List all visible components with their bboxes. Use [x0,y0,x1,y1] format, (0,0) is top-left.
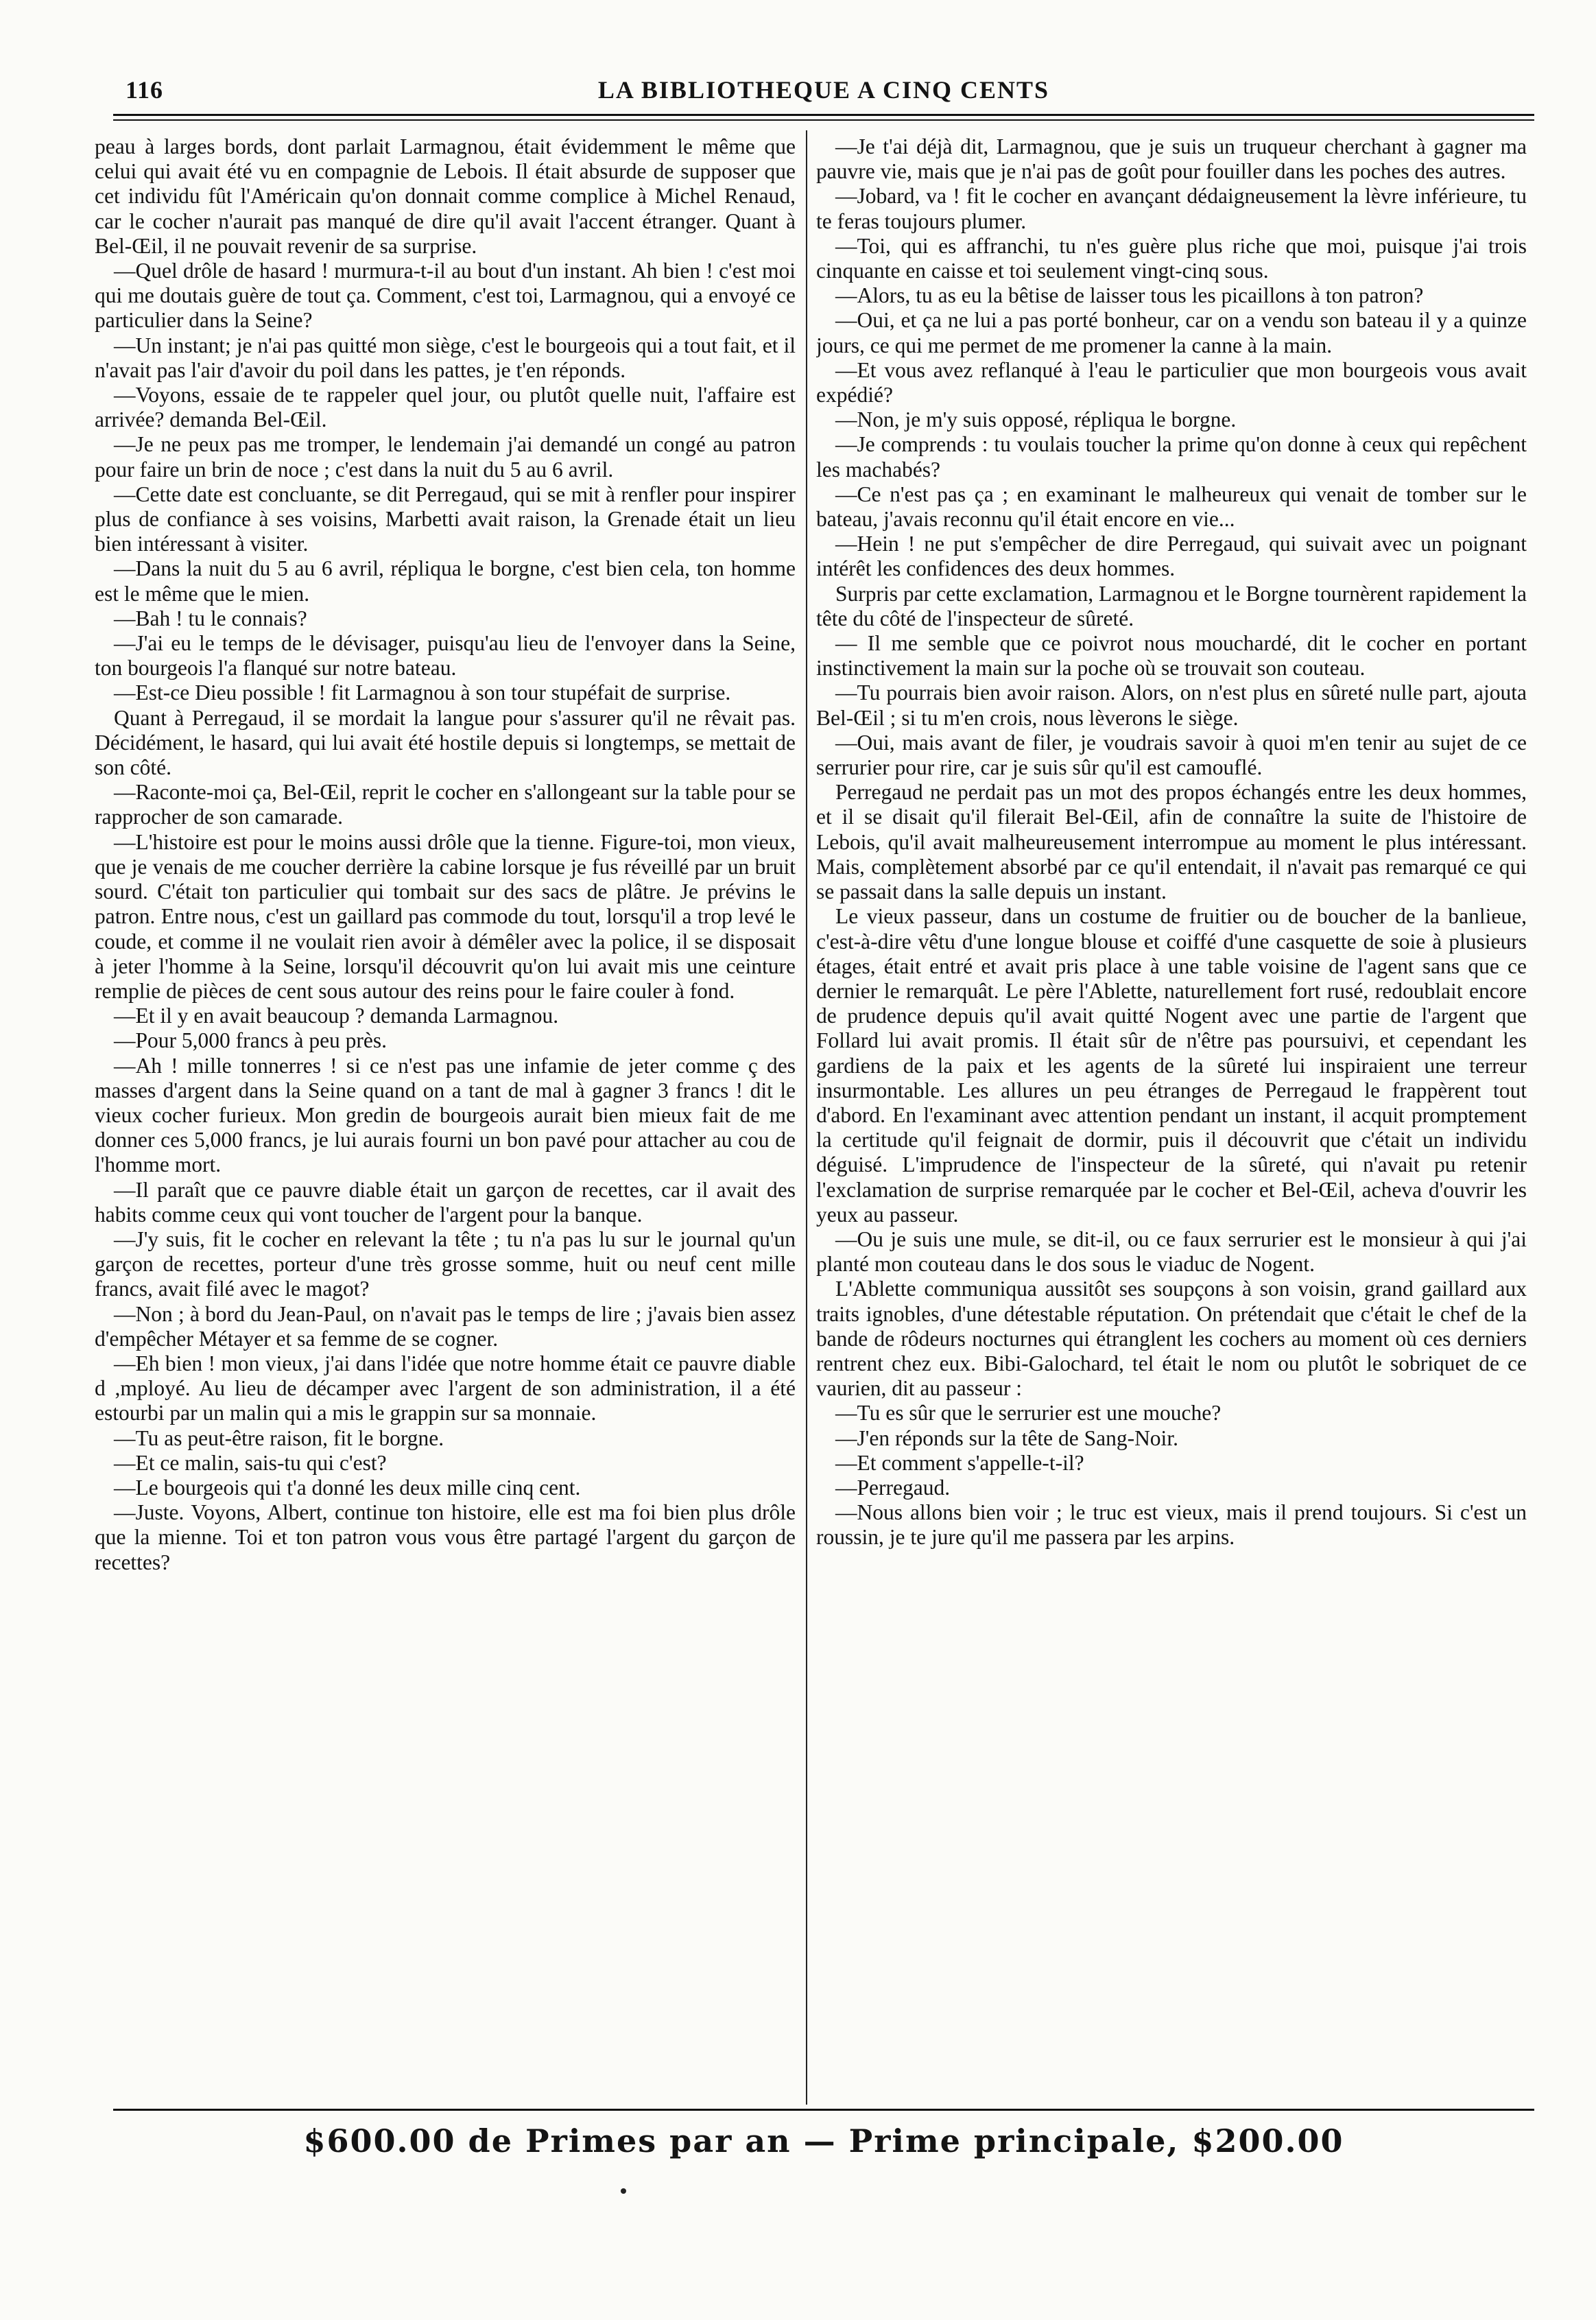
page-header [113,74,1534,110]
paragraph: —Et comment s'appelle-t-il? [835,1450,1084,1475]
paragraph: Surpris par cette exclamation, Larmagnou et le Borgne tournèrent rapidement la tête du côté de l'inspecteur de sûreté. [816,581,1527,630]
paragraph: —Raconte-moi ça, Bel-Œil, reprit le cocher en s'allongeant sur la table pour se rapprocher de son camarade. [95,780,796,829]
paragraph: —Je t'ai déjà dit, Larmagnou, que je suis un truqueur cherchant à gagner ma pauvre vie, mais que je n'ai pas de goût pour fouiller dans les poches des autres. [816,134,1527,184]
paragraph: —Ce n'est pas ça ; en examinant le malheureux qui venait de tomber sur le bateau, j'avais reconnu qu'il était encore en vie... [816,482,1527,532]
paragraph: —Le bourgeois qui t'a donné les deux mille cinq cent. [114,1475,581,1500]
paragraph: —Je ne peux pas me tromper, le lendemain j'ai demandé un congé au patron pour faire un brin de noce ; c'est dans la nuit du 5 au 6 avril. [95,432,796,482]
paragraph: Perregaud ne perdait pas un mot des propos échangés entre les deux hommes, et il se disait qu'il filerait Bel-Œil, afin de connaître la suite de l'histoire de Lebois, qu'il avait malheureusement interrompue au moment le plus intéressant. Mais, complètement absorbé par ce qu'il entendait, il n'avait pas remarqué ce qui se passait dans la salle depuis un instant. [816,780,1527,904]
paragraph: —Bah ! tu le connais? [114,606,307,630]
paragraph: —J'y suis, fit le cocher en relevant la tête ; tu n'a pas lu sur le journal qu'un garçon de recettes, porteur d'une très grosse somme, huit ou neuf cent mille francs, avait filé avec le magot? [95,1227,796,1301]
paragraph: —Juste. Voyons, Albert, continue ton histoire, elle est ma foi bien plus drôle que la mienne. Toi et ton patron vous vous être partagé l'argent du garçon de recettes? [95,1500,796,1574]
paragraph: —Voyons, essaie de te rappeler quel jour, ou plutôt quelle nuit, l'affaire est arrivée? demanda Bel-Œil. [95,383,796,432]
paragraph: —Non ; à bord du Jean-Paul, on n'avait pas le temps de lire ; j'avais bien assez d'empêcher Métayer et sa femme de se cogner. [95,1301,796,1351]
page-number: 116 [126,76,164,104]
paragraph: —Est-ce Dieu possible ! fit Larmagnou à son tour stupéfait de surprise. [114,680,731,705]
left-column [95,134,796,2102]
paragraph: —Ou je suis une mule, se dit-il, ou ce faux serrurier est le monsieur à qui j'ai planté mon couteau dans le dos sous le viaduc de Nogent. [816,1227,1527,1277]
paragraph: —Dans la nuit du 5 au 6 avril, répliqua le borgne, c'est bien cela, ton homme est le même que le mien. [95,556,796,606]
paragraph: —Cette date est concluante, se dit Perregaud, qui se mit à renfler pour inspirer plus de confiance à ses voisins, Marbetti avait raison, la Grenade était un lieu bien intéressant à visiter. [95,482,796,556]
paragraph: —Toi, qui es affranchi, tu n'es guère plus riche que moi, puisque j'ai trois cinquante en caisse et toi seulement vingt-cinq sous. [816,233,1527,283]
paragraph: —Jobard, va ! fit le cocher en avançant dédaigneusement la lèvre inférieure, tu te feras toujours plumer. [816,184,1527,233]
paragraph: —Eh bien ! mon vieux, j'ai dans l'idée que notre homme était ce pauvre diable d ,mployé. Au lieu de décamper avec l'argent de son administration, il a été estourbi par un malin qui a mis le grappin sur sa monnaie. [95,1351,796,1425]
paragraph: peau à larges bords, dont parlait Larmagnou, était évidemment le même que celui qui avait été vu en compagnie de Lebois. Il était absurde de supposer que cet individu fût l'Américain qu'on donnait comme complice à Michel Renaud, car le cocher n'aurait pas manqué de dire qu'il avait l'accent étranger. Quant à Bel-Œil, il ne pouvait revenir de sa surprise. [95,134,796,258]
paragraph: —J'ai eu le temps de le dévisager, puisqu'au lieu de l'envoyer dans la Seine, ton bourgeois l'a flanqué sur notre bateau. [95,631,796,680]
paragraph: —Et vous avez reflanqué à l'eau le particulier que mon bourgeois vous avait expédié? [816,357,1527,407]
paragraph: —Ah ! mille tonnerres ! si ce n'est pas une infamie de jeter comme ç des masses d'argent dans la Seine quand on a tant de mal à gagner 3 francs ! dit le vieux cocher furieux. Mon gredin de bourgeois aurait bien mieux fait de me donner ces 5,000 francs, je lui aurais fourni un bon pavé pour attacher au cou de l'homme mort. [95,1053,796,1177]
column-divider [806,130,807,2105]
paragraph: —Alors, tu as eu la bêtise de laisser tous les picaillons à ton patron? [835,283,1424,308]
paragraph: —Tu as peut-être raison, fit le borgne. [114,1425,444,1450]
running-title: LA BIBLIOTHEQUE A CINQ CENTS [597,76,1050,104]
paragraph: —Un instant; je n'ai pas quitté mon siège, c'est le bourgeois qui a tout fait, et il n'avait pas l'air d'avoir du poil dans les pattes, je t'en réponds. [95,333,796,382]
footer-rule [113,2109,1534,2111]
header-rule-thin [113,119,1534,121]
paragraph: —Hein ! ne put s'empêcher de dire Perregaud, qui suivait avec un poignant intérêt les confidences des deux hommes. [816,532,1527,581]
paragraph: —Tu pourrais bien avoir raison. Alors, on n'est plus en sûreté nulle part, ajouta Bel-Œil ; si tu m'en crois, nous lèverons le siège. [816,680,1527,730]
page-mark [621,2188,626,2194]
paragraph: —Il paraît que ce pauvre diable était un garçon de recettes, car il avait des habits comme ceux qui vont toucher de l'argent pour la banque. [95,1177,796,1227]
header-rule [113,114,1534,116]
right-column [816,134,1527,2102]
paragraph: —Et il y en avait beaucoup ? demanda Larmagnou. [114,1004,559,1028]
paragraph: — Il me semble que ce poivrot nous mouchardé, dit le cocher en portant instinctivement la main sur la poche où se trouvait son couteau. [816,631,1527,680]
paragraph: —Nous allons bien voir ; le truc est vieux, mais il prend toujours. Si c'est un roussin, je te jure qu'il me passera par les arpins. [816,1500,1527,1550]
paragraph: —Pour 5,000 francs à peu près. [114,1028,388,1053]
paragraph: —Oui, et ça ne lui a pas porté bonheur, car on a vendu son bateau il y a quinze jours, ce qui me permet de me promener la canne à la main. [816,308,1527,357]
paragraph: —L'histoire est pour le moins aussi drôle que la tienne. Figure-toi, mon vieux, que je venais de me coucher derrière la cabine lorsque je fus réveillé par un bruit sourd. C'était ton particulier qui tombait sur des sacs de plâtre. Je prévins le patron. Entre nous, c'est un gaillard pas commode du tout, lorsqu'il a trop levé le coude, et comme il ne voulait rien avoir à démêler avec la police, il se disposait à jeter l'homme à la Seine, lorsqu'il découvrit qu'on lui avait mis une ceinture remplie de pièces de cent sous autour des reins pour le faire couler à fond. [95,829,796,1003]
paragraph: —Quel drôle de hasard ! murmura-t-il au bout d'un instant. Ah bien ! c'est moi qui me doutais guère de tout ça. Comment, c'est toi, Larmagnou, qui a envoyé ce particulier dans la Seine? [95,259,796,333]
paragraph: Quant à Perregaud, il se mordait la langue pour s'assurer qu'il ne rêvait pas. Décidément, le hasard, qui lui avait été hostile depuis si longtemps, se mettait de son côté. [95,705,796,780]
paragraph: L'Ablette communiqua aussitôt ses soupçons à son voisin, grand gaillard aux traits ignobles, d'une détestable réputation. On prétendait que c'était le chef de la bande de rôdeurs nocturnes qui étranglent les cochers au moment où ces derniers rentrent chez eux. Bibi-Galochard, tel était le nom ou plutôt le sobriquet de ce vaurien, dit au passeur : [816,1277,1527,1401]
paragraph: —Et ce malin, sais-tu qui c'est? [114,1450,387,1475]
paragraph: Le vieux passeur, dans un costume de fruitier ou de boucher de la banlieue, c'est-à-dire vêtu d'une longue blouse et coiffé d'une casquette de soie à plusieurs étages, était entré et avait pris place à une table voisine de l'agent sans que ce dernier le remarquât. Le père l'Ablette, naturellement fort rusé, redoublait encore de prudence depuis qu'il avait quitté Nogent avec une partie de l'argent que Follard lui avait promis. Il était sûr de n'être pas poursuivi, et cependant les gardiens de la paix et les agents de la sûreté lui inspiraient une terreur insurmontable. Les allures un peu étranges de Perregaud le frappèrent tout d'abord. En l'examinant avec attention pendant un instant, il acquit promptement la certitude qu'il feignait de dormir, puis il découvrit que c'était un individu déguisé. L'imprudence de l'inspecteur de la sûreté, qui n'avait pu retenir l'exclamation de surprise remarquée par le cocher et Bel-Œil, acheva d'ouvrir les yeux au passeur. [816,904,1527,1227]
paragraph: —Oui, mais avant de filer, je voudrais savoir à quoi m'en tenir au sujet de ce serrurier pour rire, car je suis sûr qu'il est camouflé. [816,730,1527,780]
paragraph: —Tu es sûr que le serrurier est une mouche? [835,1401,1222,1425]
paragraph: —Perregaud. [835,1475,951,1500]
paragraph: —J'en réponds sur la tête de Sang-Noir. [835,1425,1178,1450]
paragraph: —Je comprends : tu voulais toucher la prime qu'on donne à ceux qui repêchent les machabés? [816,432,1527,482]
paragraph: —Non, je m'y suis opposé, répliqua le borgne. [835,407,1237,432]
footer-banner: $600.00 de Primes par an — Prime principale, $200.00 [303,2122,1344,2159]
